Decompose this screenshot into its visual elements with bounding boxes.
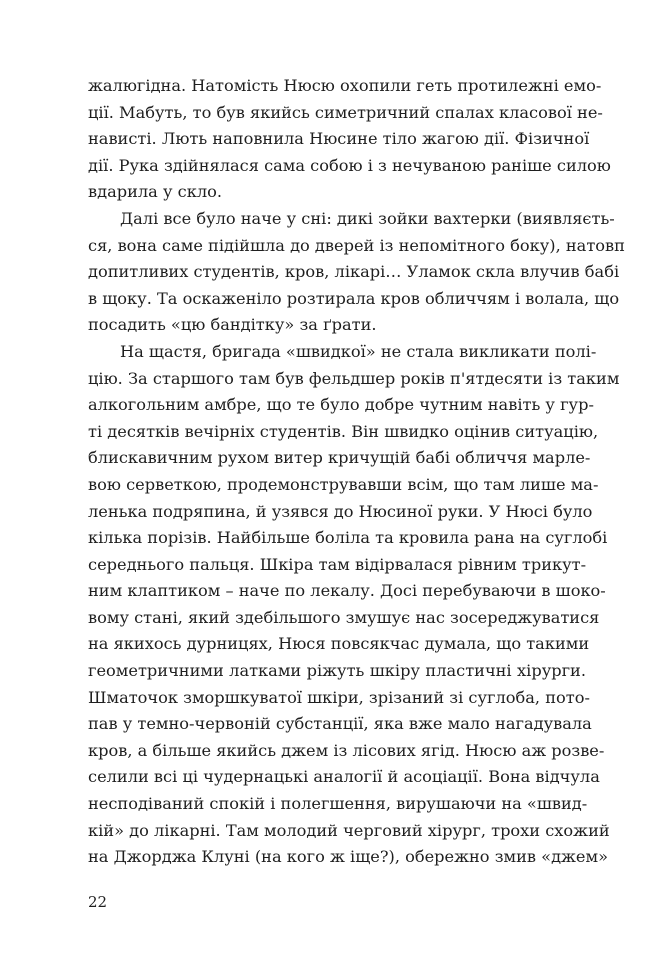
- text-line: несподіваний спокій і полегшення, вирушаючи на «швид-: [88, 794, 588, 814]
- text-line: На щастя, бригада «швидкої» не стала викликати полі-: [120, 341, 597, 361]
- text-line: вому стані, який здебільшого змушує нас зосереджуватися: [88, 607, 600, 627]
- text-line: кілька порізів. Найбільше боліла та кровила рана на суглобі: [88, 528, 608, 548]
- text-line: ленька подряпина, й узявся до Нюсиної руки. У Нюсі було: [88, 501, 593, 521]
- text-line: селили всі ці чудернацькі аналогії й асоціації. Вона відчула: [88, 767, 600, 787]
- text-line: нависті. Лють наповнила Нюсине тіло жагою дії. Фізичної: [88, 129, 590, 149]
- text-line: посадить «цю бандітку» за ґрати.: [88, 315, 377, 335]
- text-line: Далі все було наче у сні: дикі зойки вахтерки (виявляєть-: [120, 208, 615, 228]
- text-line: ції. Мабуть, то був якийсь симетричний спалах класової не-: [88, 102, 603, 122]
- text-line: ті десятків вечірніх студентів. Він швидко оцінив ситуацію,: [88, 421, 599, 441]
- text-line: вдарила у скло.: [88, 182, 222, 202]
- text-line: алкогольним амбре, що те було добре чутним навіть у гур-: [88, 395, 594, 415]
- text-line: середнього пальця. Шкіра там відірвалася рівним трикут-: [88, 554, 587, 574]
- body-text: [88, 73, 625, 871]
- text-line: кій» до лікарні. Там молодий черговий хірург, трохи схожий: [88, 820, 610, 840]
- text-line: ним клаптиком – наче по лекалу. Досі перебуваючи в шоко-: [88, 581, 606, 601]
- text-line: цію. За старшого там був фельдшер років п'ятдесяти із таким: [88, 368, 620, 388]
- text-line: Шматочок зморшкуватої шкіри, зрізаний зі суглоба, пото-: [88, 687, 590, 707]
- text-line: ся, вона саме підійшла до дверей із непомітного боку), натовп: [88, 235, 625, 255]
- text-line: на якихось дурницях, Нюся повсякчас думала, що такими: [88, 634, 590, 654]
- text-line: на Джорджа Клуні (на кого ж іще?), обережно змив «джем»: [88, 847, 608, 867]
- text-line: в щоку. Та оскаженіло розтирала кров обличчям і волала, що: [88, 288, 620, 308]
- text-line: кров, а більше якийсь джем із лісових ягід. Нюсю аж розве-: [88, 740, 605, 760]
- text-line: вою серветкою, продемонструвавши всім, що там лише ма-: [88, 474, 599, 494]
- text-line: жалюгідна. Натомість Нюсю охопили геть протилежні емо-: [88, 76, 602, 95]
- text-line: дії. Рука здійнялася сама собою і з нечуваною раніше силою: [88, 155, 611, 175]
- text-line: геометричними латками ріжуть шкіру пластичні хірурги.: [88, 661, 586, 681]
- text-line: допитливих студентів, кров, лікарі… Уламок скла влучив бабі: [88, 262, 620, 282]
- text-line: блискавичним рухом витер кричущій бабі обличчя марле-: [88, 448, 591, 468]
- page-number: 22: [88, 893, 108, 911]
- text-line: пав у темно-червоній субстанції, яка вже мало нагадувала: [88, 714, 592, 734]
